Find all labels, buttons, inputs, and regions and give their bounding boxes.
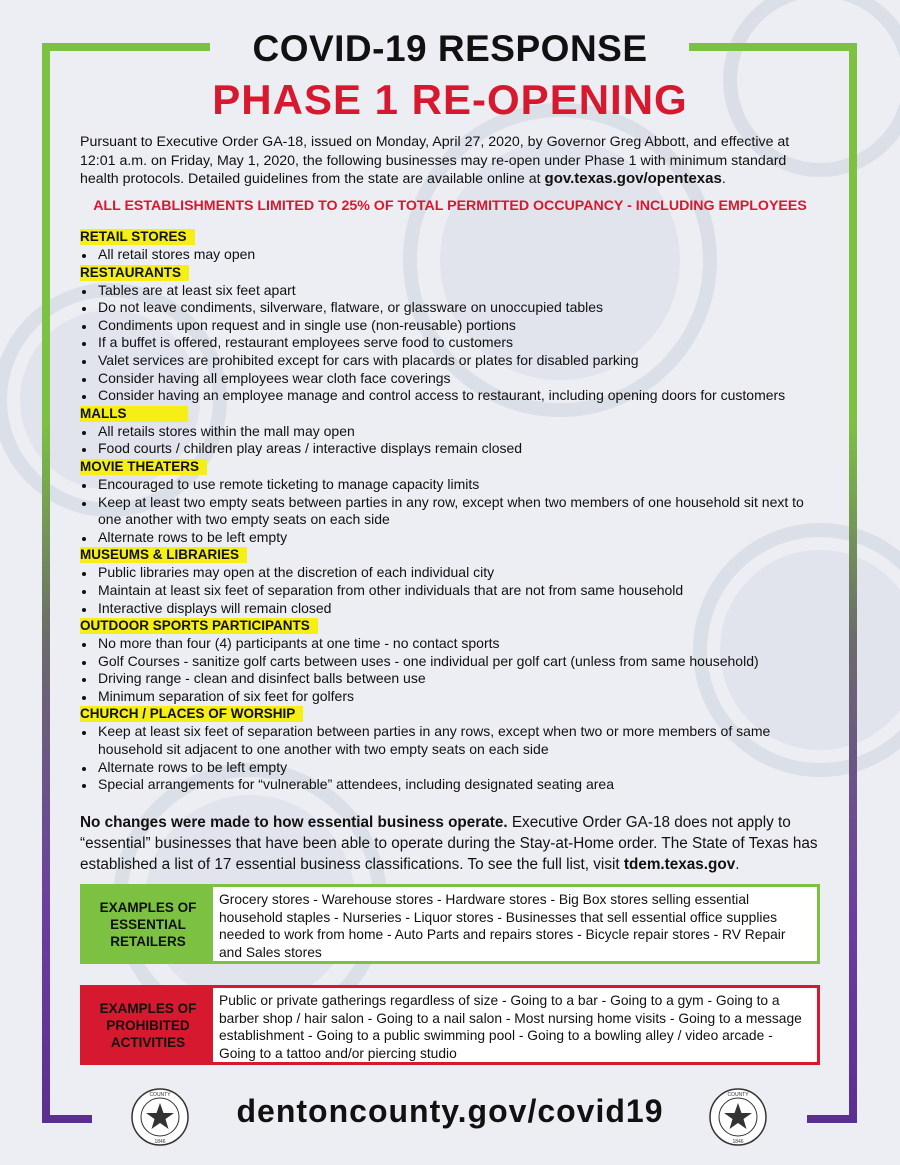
list-item: Tables are at least six feet apart [80,282,830,300]
list-item: Condiments upon request and in single use (non-reusable) portions [80,317,830,335]
prohibited-activities-label: EXAMPLES OF PROHIBITED ACTIVITIES [83,988,213,1062]
intro-end: . [721,171,726,187]
essential-note [80,812,825,875]
section-heading: MALLS [80,406,188,422]
section-heading: RESTAURANTS [80,265,189,281]
footer-url[interactable]: dentoncounty.gov/covid19 [236,1093,664,1129]
tdem-link[interactable]: tdem.texas.gov [623,856,736,873]
section-list [80,423,830,458]
essential-retailers-label: EXAMPLES OF ESSENTIAL RETAILERS [83,887,213,961]
opentexas-link[interactable]: gov.texas.gov/opentexas [544,170,722,187]
section-list [80,282,830,405]
essential-retailers-text: Grocery stores - Warehouse stores - Hardware stores - Big Box stores selling essential household staples - Nurseries - Liquor stores - Businesses that sell essential office supplies needed to work from home - Auto Parts and repairs stores - Bicycle repair stores - RV Repair and Sales stores [219,892,786,960]
section-heading: CHURCH / PLACES OF WORSHIP [80,706,303,722]
essential-retailers-box [80,884,820,964]
list-item: Minimum separation of six feet for golfers [80,688,830,706]
section-list [80,723,830,793]
section-heading: MOVIE THEATERS [80,459,207,475]
list-item: If a buffet is offered, restaurant employees serve food to customers [80,334,830,352]
list-item: Consider having an employee manage and control access to restaurant, including opening doors for customers [80,387,830,405]
list-item: All retails stores within the mall may open [80,423,830,441]
seal-right-year-text: 1846 [732,1139,744,1145]
intro-text: Pursuant to Executive Order GA-18, issued on Monday, April 27, 2020, by Governor Greg Abbott, and effective at 12:01 a.m. on Friday, May 1, 2020, the following businesses may re-open under Phase 1 with minimum standard health protocols. Detailed guidelines from the state are available online at [80,134,790,187]
occupancy-warning: ALL ESTABLISHMENTS LIMITED TO 25% OF TOTAL PERMITTED OCCUPANCY - INCLUDING EMPLOYEES [93,198,807,214]
list-item: Alternate rows to be left empty [80,529,830,547]
list-item: All retail stores may open [80,246,830,264]
seal-left-year-text: 1846 [154,1139,166,1145]
list-item: Do not leave condiments, silverware, flatware, or glassware on unoccupied tables [80,299,830,317]
essential-bold: No changes were made to how essential business operate. [80,814,508,831]
section-heading: RETAIL STORES [80,229,195,245]
sections-list [80,228,830,794]
list-item: Alternate rows to be left empty [80,759,830,777]
list-item: Consider having all employees wear cloth face coverings [80,370,830,388]
essential-end: . [735,856,740,873]
list-item: Maintain at least six feet of separation from other individuals that are not from same household [80,582,830,600]
list-item: Golf Courses - sanitize golf carts between uses - one individual per golf cart (unless from same household) [80,653,830,671]
page-subtitle: PHASE 1 RE-OPENING [212,76,688,123]
list-item: Keep at least two empty seats between parties in any row, except when two members of one household sit next to one another with two empty seats on each side [80,494,830,529]
list-item: Driving range - clean and disinfect balls between use [80,670,830,688]
section-heading: MUSEUMS & LIBRARIES [80,547,247,563]
list-item: No more than four (4) participants at one time - no contact sports [80,635,830,653]
prohibited-activities-text: Public or private gatherings regardless of size - Going to a bar - Going to a gym - Going to a barber shop / hair salon - Going to a nail salon - Most nursing home visits - Going to a message establishment - Going to a public swimming pool - Going to a bowling alley / video arcade - Going to a tattoo and/or piercing studio [219,993,802,1061]
list-item: Interactive displays will remain closed [80,600,830,618]
prohibited-activities-box [80,985,820,1065]
intro-paragraph [80,133,825,189]
list-item: Food courts / children play areas / interactive displays remain closed [80,440,830,458]
essential-text: Executive Order GA-18 does not apply to “essential” businesses that have been able to operate during the Stay-at-Home order. The State of Texas has established a list of 17 essential business classifications. To see the full list, visit [80,814,818,873]
section-list [80,635,830,705]
county-seal-right-icon [708,1087,768,1147]
list-item: Encouraged to use remote ticketing to manage capacity limits [80,476,830,494]
section-list [80,246,830,264]
seal-right-top-text: COUNTY [727,1092,749,1098]
section-heading: OUTDOOR SPORTS PARTICIPANTS [80,618,318,634]
list-item: Keep at least six feet of separation between parties in any rows, except when two or more members of same household sit adjacent to one another with two empty seats on each side [80,723,830,758]
list-item: Public libraries may open at the discretion of each individual city [80,564,830,582]
list-item: Valet services are prohibited except for cars with placards or plates for disabled parking [80,352,830,370]
section-list [80,564,830,617]
page-title: COVID-19 RESPONSE [252,28,648,69]
seal-left-top-text: COUNTY [149,1092,171,1098]
list-item: Special arrangements for “vulnerable” attendees, including designated seating area [80,776,830,794]
section-list [80,476,830,546]
